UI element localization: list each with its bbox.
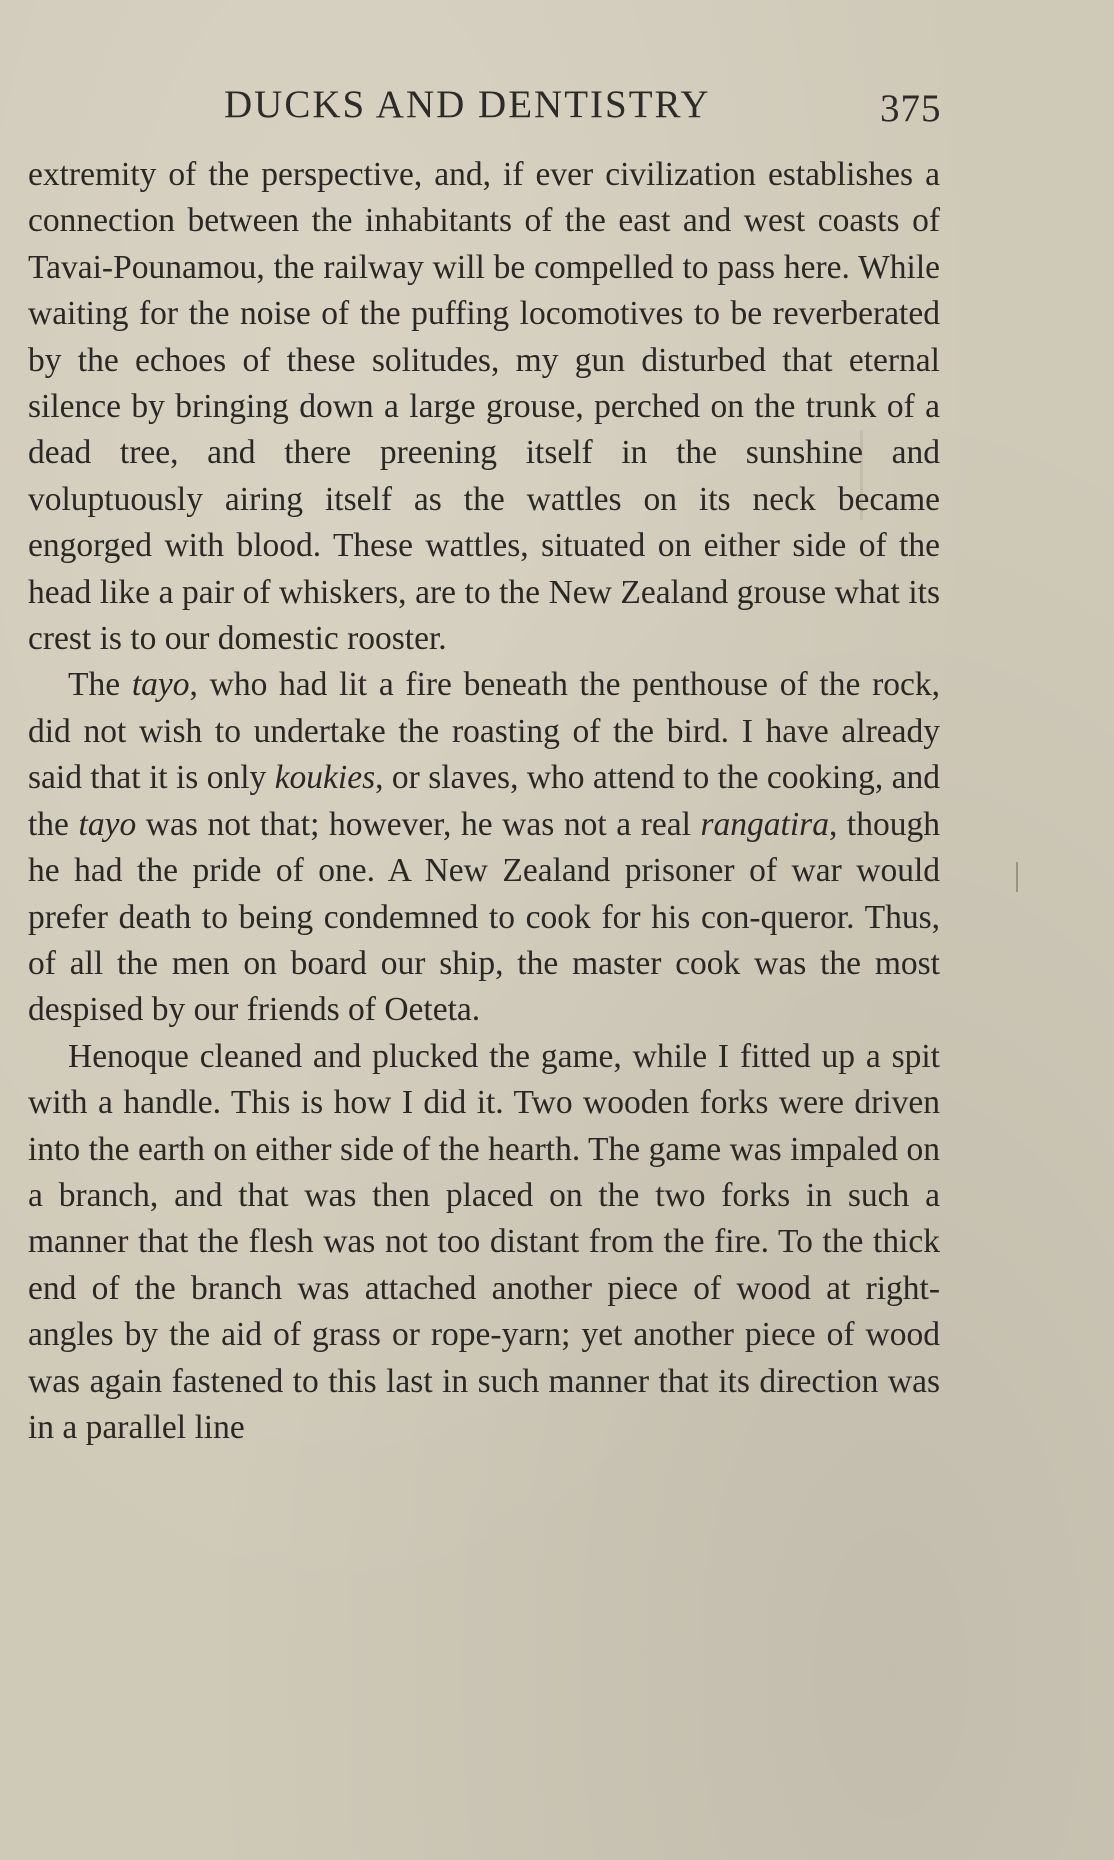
paper-mark	[860, 430, 863, 520]
paragraph-3: Henoque cleaned and plucked the game, while I fitted up a spit with a handle. This is how I did it. Two wooden forks were driven into the earth on either side of the hearth. The game was impaled on a branch, and that was then placed on the two forks in such a manner that the flesh was not too distant from the fire. To the thick end of the branch was attached another piece of wood at right-angles by the aid of grass or rope-yarn; yet another piece of wood was again fastened to this last in such manner that its direction was in a parallel line	[28, 1037, 940, 1446]
p2-italic-tayo-2: tayo	[78, 805, 137, 843]
p2-italic-koukies: koukies	[274, 759, 376, 797]
p2-italic-tayo: tayo	[131, 666, 190, 704]
paragraph-2	[28, 662, 940, 1033]
page-number: 375	[880, 87, 942, 130]
running-head: DUCKS AND DENTISTRY	[224, 83, 711, 126]
body-text	[28, 152, 940, 1451]
p2-italic-rangatira: rangatira	[700, 805, 829, 843]
p2-text-3: , or slaves, who attend to the cooking, and the	[28, 759, 940, 843]
paper-mark-2	[1016, 862, 1018, 892]
p2-text-4: was not that; however, he was not a real	[136, 805, 701, 843]
p2-text-2: , who had lit a fire beneath the penthouse of the rock, did not wish to undertake the roasting of the bird. I have already said that it is only	[28, 666, 940, 797]
p2-text-1: The	[68, 666, 132, 704]
paragraph-1: extremity of the perspective, and, if ever civilization establishes a connection between the inhabitants of the east and west coasts of Tavai-Pounamou, the railway will be compelled to pass here. While waiting for the noise of the puffing locomotives to be reverberated by the echoes of these solitudes, my gun disturbed that eternal silence by bringing down a large grouse, perched on the trunk of a dead tree, and there preening itself in the sunshine and voluptuously airing itself as the wattles on its neck became engorged with blood. These wattles, situated on either side of the head like a pair of whiskers, are to the New Zealand grouse what its crest is to our domestic rooster.	[28, 156, 940, 658]
p2-text-5: , though he had the pride of one. A New Zealand prisoner of war would prefer death to being condemned to cook for his con-queror. Thus, of all the men on board our ship, the master cook was the most despised by our friends of Oeteta.	[28, 805, 940, 1029]
